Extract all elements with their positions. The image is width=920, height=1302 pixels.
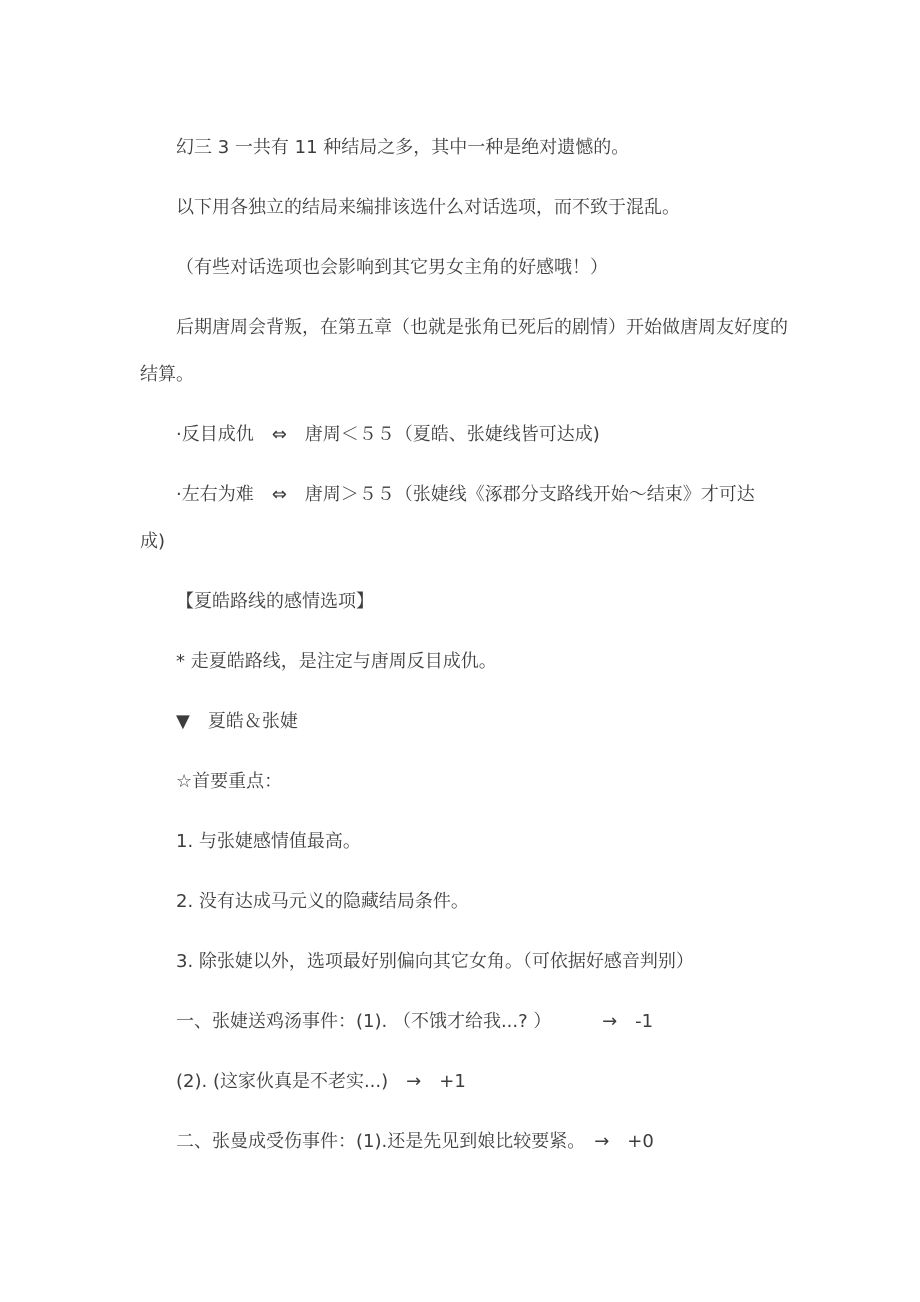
ending-enemies-condition: ·反目成仇 ⇔ 唐周＜５５（夏皓、张婕线皆可达成) <box>176 424 600 445</box>
intro-ending-count: 幻三 3 一共有 11 种结局之多，其中一种是绝对遗憾的。 <box>176 137 630 158</box>
key-point-2: 2. 没有达成马元义的隐藏结局条件。 <box>176 891 469 912</box>
note-affection-hint: （有些对话选项也会影响到其它男女主角的好感哦！） <box>176 257 608 278</box>
ending-dilemma-condition-line-2: 成) <box>140 531 166 552</box>
event-1-chicken-soup-option-2: (2). (这家伙真是不老实...) → +1 <box>176 1071 466 1092</box>
heading-xiahao-route-options: 【夏皓路线的感情选项】 <box>176 591 374 612</box>
event-1-chicken-soup-option-1: 一、张婕送鸡汤事件：(1). （不饿才给我...? ） → -1 <box>176 1011 654 1032</box>
tangzhou-betrayal-line-1: 后期唐周会背叛，在第五章（也就是张角已死后的剧情）开始做唐周友好度的 <box>176 317 788 338</box>
heading-key-points: ☆首要重点： <box>176 771 283 792</box>
section-heading-xiahao-zhangjie: ▼ 夏皓＆张婕 <box>176 711 298 732</box>
note-xiahao-route: * 走夏皓路线，是注定与唐周反目成仇。 <box>176 651 497 672</box>
key-point-3: 3. 除张婕以外，选项最好别偏向其它女角。（可依据好感音判别） <box>176 951 694 972</box>
intro-arrangement: 以下用各独立的结局来编排该选什么对话选项，而不致于混乱。 <box>176 197 680 218</box>
tangzhou-betrayal-line-2: 结算。 <box>140 364 194 385</box>
ending-dilemma-condition-line-1: ·左右为难 ⇔ 唐周＞５５（张婕线《涿郡分支路线开始～结束》才可达 <box>176 484 755 505</box>
key-point-1: 1. 与张婕感情值最高。 <box>176 831 361 852</box>
event-2-zhangmancheng-injury: 二、张曼成受伤事件：(1).还是先见到娘比较要紧。 → +0 <box>176 1131 654 1152</box>
